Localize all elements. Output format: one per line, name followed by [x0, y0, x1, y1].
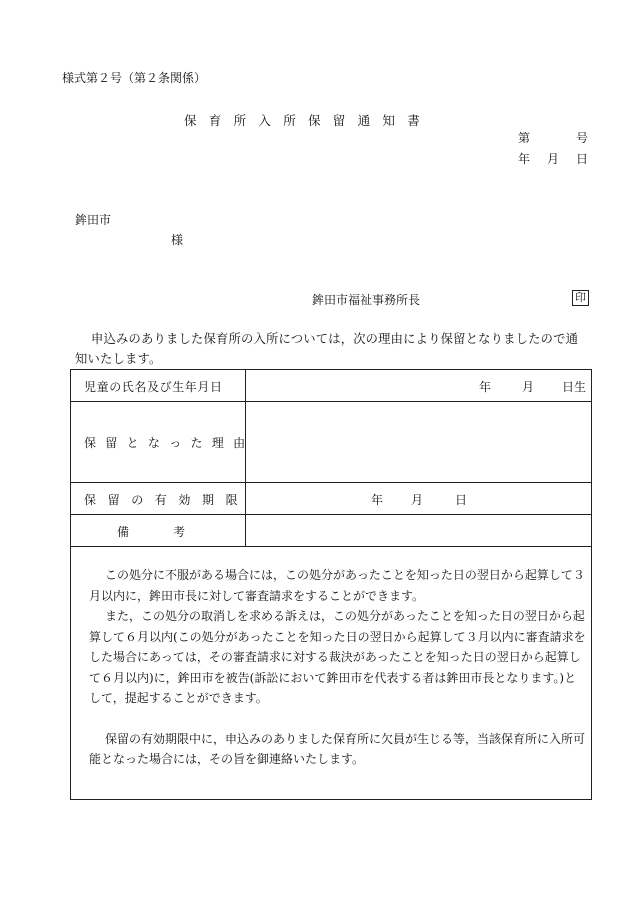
birth-year-label: 年	[479, 380, 492, 394]
table-column-divider	[245, 370, 246, 546]
label-child-name-birthdate: 児童の氏名及び生年月日	[84, 380, 223, 394]
intro-paragraph: 申込みのありました保育所の入所については，次の理由により保留となりましたので通知いたします。	[75, 332, 579, 366]
document-number-prefix: 第	[518, 131, 531, 145]
table-divider	[71, 401, 591, 402]
validity-month-label: 月	[411, 493, 424, 507]
note-appeal: この処分に不服がある場合には，この処分があったことを知った日の翌日から起算して３月以内に，鉾田市長に対して審査請求をすることができます。	[89, 568, 585, 603]
issuer-name: 鉾田市福祉事務所長	[312, 293, 421, 307]
seal-mark: 印	[572, 290, 589, 306]
issue-date-day: 日	[576, 152, 589, 166]
validity-day-label: 日	[455, 493, 468, 507]
recipient-honorific: 様	[171, 233, 184, 247]
table-divider	[71, 514, 591, 515]
issue-date-month: 月	[547, 152, 560, 166]
label-hold-validity: 保留の有効期限	[84, 493, 250, 507]
notice-table	[70, 369, 592, 800]
document-title: 保育所入所保留通知書	[184, 113, 433, 128]
validity-year-label: 年	[371, 493, 384, 507]
table-divider	[71, 482, 591, 483]
birth-day-label: 日生	[562, 380, 587, 394]
notes-section	[89, 565, 586, 770]
document-number-suffix: 号	[576, 131, 589, 145]
note-lawsuit: また，この処分の取消しを求める訴えは，この処分があったことを知った日の翌日から起算して６月以内(この処分があったことを知った日の翌日から起算して３月以内に審査請求をした場合にあっては，その審査請求に対する裁決があったことを知った日の翌日から起算して６月以内)に，鉾田市を被告(訴訟において鉾田市を代表する者は鉾田市長となります。)として，提起することができます。	[89, 609, 586, 705]
issue-date-year: 年	[518, 152, 531, 166]
recipient-address: 鉾田市	[75, 213, 112, 227]
label-hold-reason: 保留となった理由	[84, 436, 255, 450]
note-vacancy: 保留の有効期限中に，申込みのありました保育所に欠員が生じる等，当該保育所に入所可能となった場合には，その旨を御連絡いたします。	[89, 731, 586, 766]
label-remarks: 備考	[117, 525, 230, 539]
table-divider	[71, 546, 591, 547]
form-number: 様式第２号（第２条関係）	[62, 71, 207, 85]
birth-month-label: 月	[522, 380, 535, 394]
